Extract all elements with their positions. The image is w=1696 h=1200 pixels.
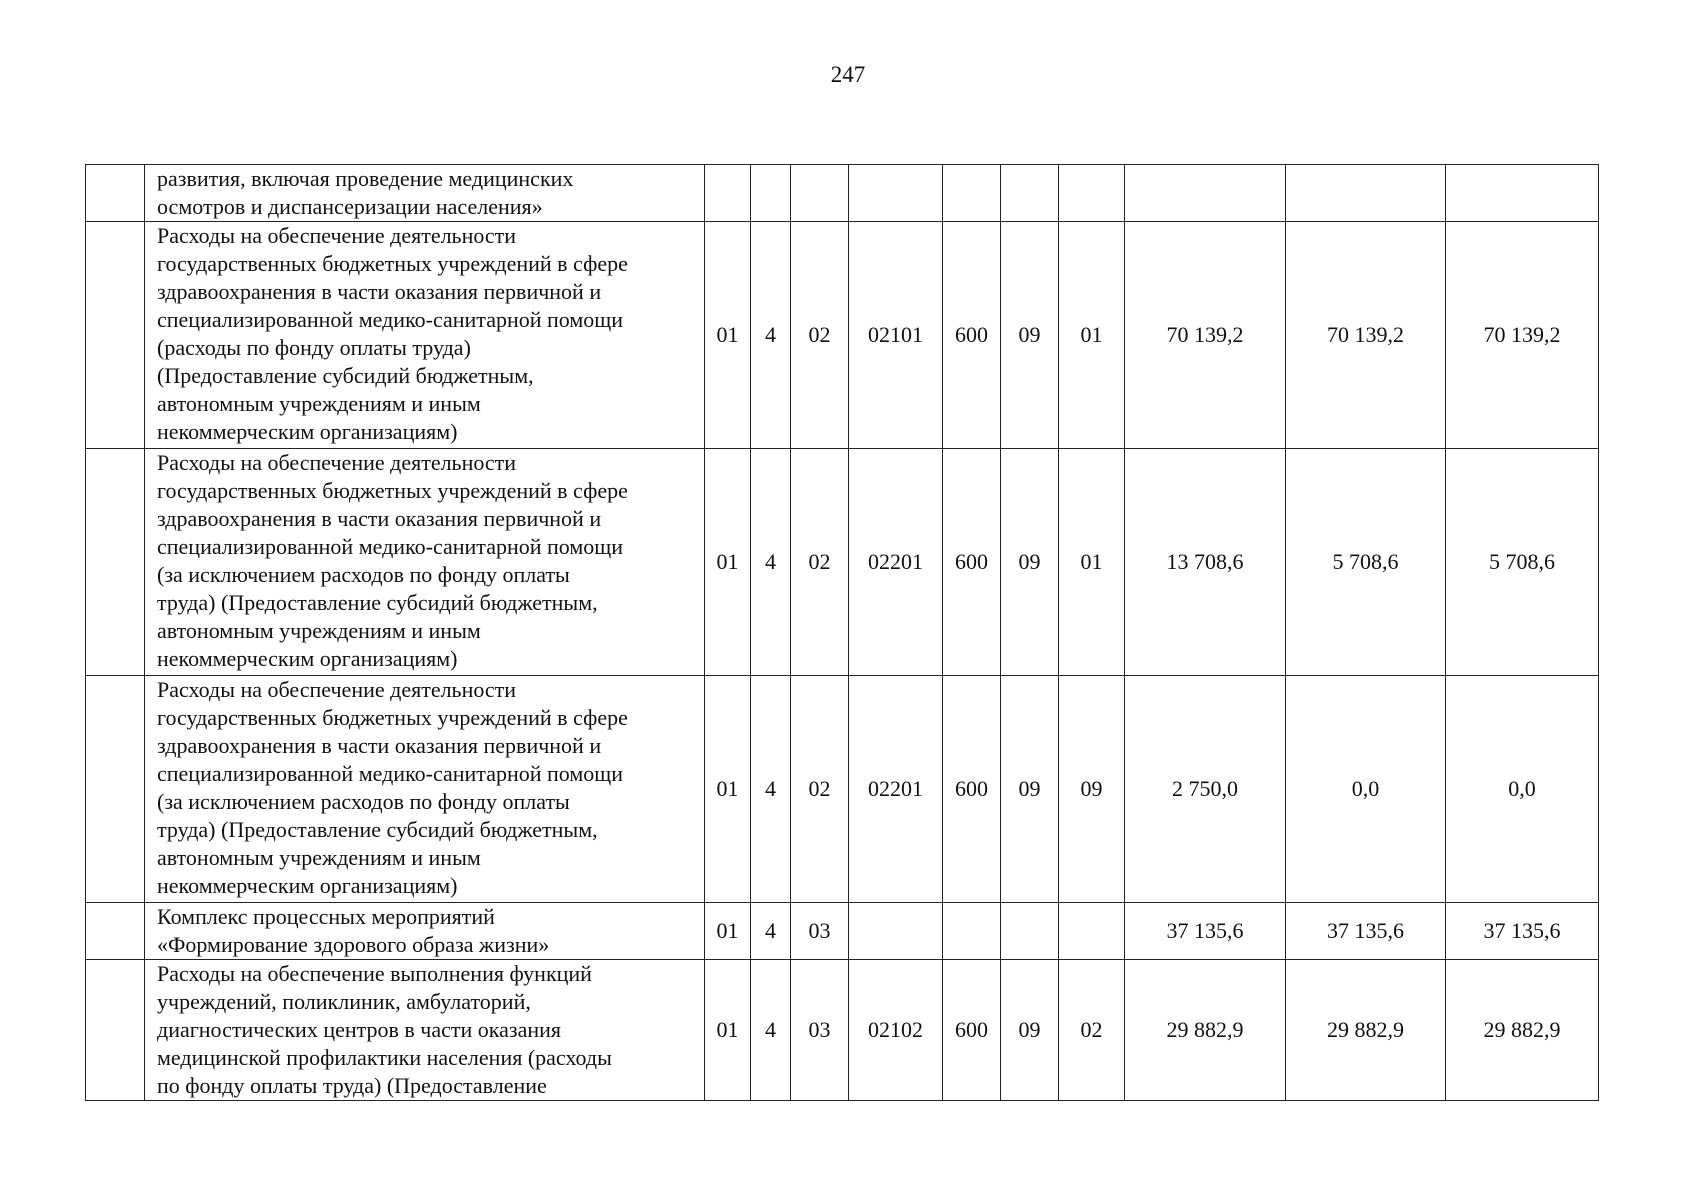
code-cell: [849, 165, 943, 222]
table-row: [86, 449, 1599, 676]
table-row: [86, 676, 1599, 903]
code-cell: [1001, 165, 1059, 222]
amount-cell: 2 750,0: [1125, 676, 1286, 903]
code-cell: 09: [1059, 676, 1125, 903]
table-row: [86, 222, 1599, 449]
code-cell: 01: [1059, 222, 1125, 449]
budget-table: [85, 164, 1599, 1101]
code-cell: 09: [1001, 449, 1059, 676]
code-cell: 02102: [849, 960, 943, 1101]
code-cell: 4: [751, 222, 791, 449]
table-row: [86, 165, 1599, 222]
index-cell: [86, 165, 145, 222]
code-cell: 01: [705, 960, 751, 1101]
code-cell: [849, 903, 943, 960]
code-cell: [1001, 903, 1059, 960]
amount-cell: 37 135,6: [1286, 903, 1446, 960]
code-cell: 02201: [849, 676, 943, 903]
amount-cell: 5 708,6: [1286, 449, 1446, 676]
code-cell: 03: [791, 960, 849, 1101]
code-cell: 600: [943, 449, 1001, 676]
code-cell: 01: [705, 676, 751, 903]
code-cell: 4: [751, 676, 791, 903]
amount-cell: 5 708,6: [1446, 449, 1599, 676]
code-cell: 4: [751, 449, 791, 676]
code-cell: 01: [705, 449, 751, 676]
code-cell: 02: [1059, 960, 1125, 1101]
code-cell: [1059, 165, 1125, 222]
amount-cell: 70 139,2: [1125, 222, 1286, 449]
code-cell: 02: [791, 449, 849, 676]
code-cell: [943, 165, 1001, 222]
code-cell: 09: [1001, 676, 1059, 903]
code-cell: 600: [943, 222, 1001, 449]
amount-cell: 37 135,6: [1125, 903, 1286, 960]
code-cell: 02101: [849, 222, 943, 449]
description-cell: Комплекс процессных мероприятий «Формирование здорового образа жизни»: [145, 903, 705, 960]
description-cell: развития, включая проведение медицинских осмотров и диспансеризации населения»: [145, 165, 705, 222]
table-row: [86, 960, 1599, 1101]
code-cell: 4: [751, 903, 791, 960]
amount-cell: 29 882,9: [1286, 960, 1446, 1101]
code-cell: [943, 903, 1001, 960]
index-cell: [86, 449, 145, 676]
code-cell: 02: [791, 222, 849, 449]
amount-cell: [1446, 165, 1599, 222]
code-cell: 600: [943, 960, 1001, 1101]
index-cell: [86, 676, 145, 903]
code-cell: 02: [791, 676, 849, 903]
amount-cell: 70 139,2: [1286, 222, 1446, 449]
amount-cell: 0,0: [1446, 676, 1599, 903]
amount-cell: 29 882,9: [1446, 960, 1599, 1101]
description-cell: Расходы на обеспечение деятельности государственных бюджетных учреждений в сфере здравоохранения в части оказания первичной и специализированной медико-санитарной помощи (за исключением расходов по фонду оплаты труда) (Предоставление субсидий бюджетным, автономным учреждениям и иным некоммерческим организациям): [145, 676, 705, 903]
code-cell: [1059, 903, 1125, 960]
page-number: 247: [830, 62, 866, 87]
code-cell: [751, 165, 791, 222]
code-cell: 600: [943, 676, 1001, 903]
amount-cell: 29 882,9: [1125, 960, 1286, 1101]
code-cell: [705, 165, 751, 222]
amount-cell: 13 708,6: [1125, 449, 1286, 676]
amount-cell: [1125, 165, 1286, 222]
amount-cell: [1286, 165, 1446, 222]
table-row: [86, 903, 1599, 960]
amount-cell: 37 135,6: [1446, 903, 1599, 960]
index-cell: [86, 903, 145, 960]
index-cell: [86, 222, 145, 449]
code-cell: 02201: [849, 449, 943, 676]
description-cell: Расходы на обеспечение деятельности государственных бюджетных учреждений в сфере здравоохранения в части оказания первичной и специализированной медико-санитарной помощи (за исключением расходов по фонду оплаты труда) (Предоставление субсидий бюджетным, автономным учреждениям и иным некоммерческим организациям): [145, 449, 705, 676]
amount-cell: 0,0: [1286, 676, 1446, 903]
description-cell: Расходы на обеспечение выполнения функций учреждений, поликлиник, амбулаторий, диагностических центров в части оказания медицинской профилактики населения (расходы по фонду оплаты труда) (Предоставление: [145, 960, 705, 1101]
code-cell: 4: [751, 960, 791, 1101]
code-cell: 01: [1059, 449, 1125, 676]
amount-cell: 70 139,2: [1446, 222, 1599, 449]
description-cell: Расходы на обеспечение деятельности государственных бюджетных учреждений в сфере здравоохранения в части оказания первичной и специализированной медико-санитарной помощи (расходы по фонду оплаты труда) (Предоставление субсидий бюджетным, автономным учреждениям и иным некоммерческим организациям): [145, 222, 705, 449]
code-cell: 09: [1001, 222, 1059, 449]
code-cell: 09: [1001, 960, 1059, 1101]
index-cell: [86, 960, 145, 1101]
code-cell: 01: [705, 903, 751, 960]
code-cell: [791, 165, 849, 222]
code-cell: 03: [791, 903, 849, 960]
code-cell: 01: [705, 222, 751, 449]
